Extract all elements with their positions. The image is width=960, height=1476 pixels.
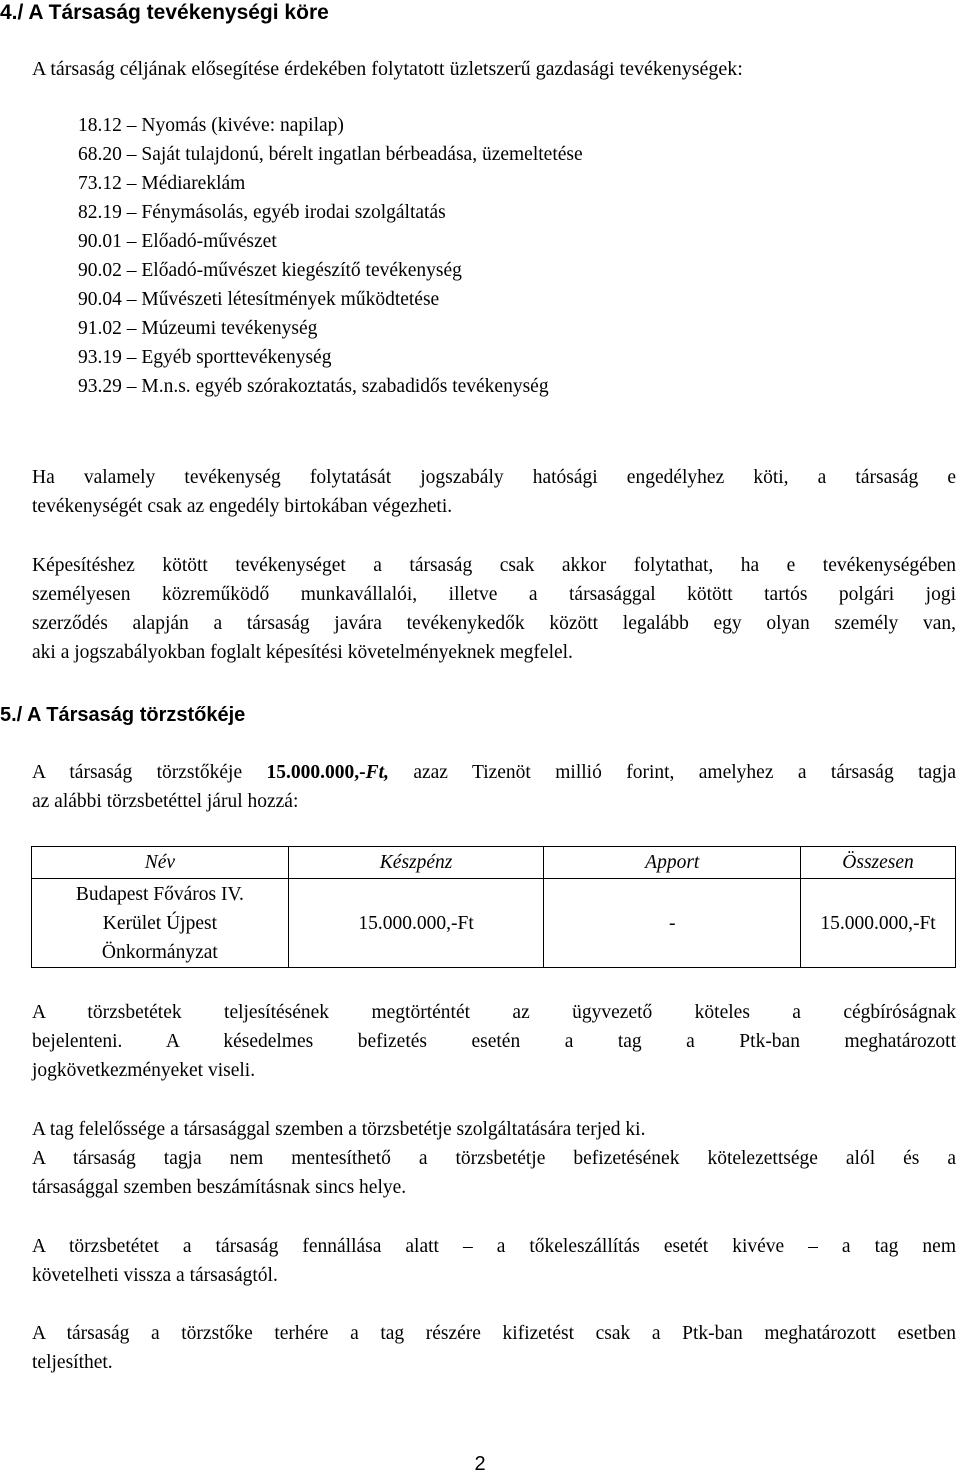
activity-desc: Fénymásolás, egyéb irodai szolgáltatás: [141, 202, 446, 223]
activity-code: 91.02: [78, 318, 122, 339]
paragraph-line: aki a jogszabályokban foglalt képesítési követelményeknek megfelel.: [32, 642, 573, 663]
activity-desc: Nyomás (kivéve: napilap): [141, 115, 344, 136]
member-name-cell: [32, 879, 289, 968]
paragraph-line: bejelenteni. A késedelmes befizetés esetén a tag a Ptk-ban meghatározott: [32, 1031, 956, 1052]
table-header-row: [32, 847, 956, 879]
activity-code: 90.04: [78, 289, 122, 310]
table-header-total: Összesen: [801, 847, 956, 879]
paragraph-line: Képesítéshez kötött tevékenységet a társaság csak akkor folytathat, ha e tevékenységében: [32, 555, 956, 576]
paragraph-line: A törzsbetétek teljesítésének megtörténtét az ügyvezető köteles a cégbíróságnak: [32, 1002, 956, 1023]
paragraph-line: jogkövetkezményeket viseli.: [32, 1060, 256, 1081]
activity-code: 90.02: [78, 260, 122, 281]
payment-paragraph: [32, 1319, 956, 1377]
paragraph-line: az alábbi törzsbetéttel járul hozzá:: [32, 791, 299, 812]
paragraph-line: Ha valamely tevékenység folytatását jogszabály hatósági engedélyhez köti, a társaság e: [32, 467, 956, 488]
activity-code: 73.12: [78, 173, 122, 194]
activity-code: 90.01: [78, 231, 122, 252]
section-4-heading: 4./ A Társaság tevékenységi köre: [0, 1, 329, 24]
paragraph-line: személyesen közreműködő munkavállalói, illetve a társasággal kötött tartós polgári jogi: [32, 584, 956, 605]
activity-item: 18.12 – Nyomás (kivéve: napilap): [78, 115, 344, 136]
paragraph-line: teljesíthet.: [32, 1352, 113, 1373]
activity-item: 82.19 – Fénymásolás, egyéb irodai szolgáltatás: [78, 202, 446, 223]
activity-code: 93.29: [78, 376, 122, 397]
paragraph-line: A törzsbetétet a társaság fennállása alatt – a tőkeleszállítás esetét kivéve – a tag nem: [32, 1236, 956, 1257]
paragraph-line: szerződés alapján a társaság javára tevékenykedők között legalább egy olyan személy van,: [32, 613, 956, 634]
paragraph-line: A társaság tagja nem mentesíthető a törzsbetétje befizetésének kötelezettsége alól és a: [32, 1148, 956, 1169]
table-header-cash: Készpénz: [288, 847, 544, 879]
paragraph-line: [32, 758, 956, 787]
activity-desc: Egyéb sporttevékenység: [141, 347, 332, 368]
paragraph-line: társasággal szemben beszámításnak sincs helye.: [32, 1177, 407, 1198]
activity-desc: Múzeumi tevékenység: [141, 318, 318, 339]
section-5-heading: 5./ A Társaság törzstőkéje: [0, 704, 246, 726]
activity-code: 68.20: [78, 144, 122, 165]
apport-cell: -: [544, 879, 801, 968]
member-name-line: Kerület Újpest: [102, 912, 217, 934]
activity-desc: M.n.s. egyéb szórakoztatás, szabadidős tevékenység: [141, 376, 549, 397]
activity-desc: Saját tulajdonú, bérelt ingatlan bérbeadása, üzemeltetése: [141, 144, 583, 165]
activity-item: 90.04 – Művészeti létesítmények működtetése: [78, 289, 440, 310]
qualification-paragraph: [32, 551, 956, 667]
capital-amount: 15.000.000,-: [266, 762, 366, 783]
table-header-apport: Apport: [544, 847, 801, 879]
member-name-line: Önkormányzat: [101, 941, 218, 963]
total-cell: 15.000.000,-Ft: [801, 879, 956, 968]
activity-item: 90.02 – Előadó-művészet kiegészítő tevékenység: [78, 260, 462, 281]
activity-item: 90.01 – Előadó-művészet: [78, 231, 277, 252]
contribution-table: [31, 846, 956, 968]
paragraph-line: tevékenységét csak az engedély birtokában végezheti.: [32, 496, 453, 517]
table-header-name: Név: [32, 847, 289, 879]
activity-code: 93.19: [78, 347, 122, 368]
activity-code: 82.19: [78, 202, 122, 223]
return-paragraph: [32, 1232, 956, 1290]
activity-desc: Előadó-művészet kiegészítő tevékenység: [141, 260, 462, 281]
activity-code: 18.12: [78, 115, 122, 136]
activity-desc: Előadó-művészet: [141, 231, 277, 252]
liability-paragraph: [32, 1115, 956, 1202]
paragraph-line: A társaság a törzstőke terhére a tag részére kifizetést csak a Ptk-ban meghatározott esetben: [32, 1323, 956, 1344]
capital-currency: Ft,: [365, 762, 389, 783]
section-4-intro: A társaság céljának elősegítése érdekében folytatott üzletszerű gazdasági tevékenységek:: [32, 58, 743, 80]
activity-desc: Médiareklám: [141, 173, 246, 194]
table-row: [32, 879, 956, 968]
capital-text: A társaság törzstőkéje: [32, 762, 267, 783]
cash-cell: 15.000.000,-Ft: [288, 879, 544, 968]
page-number: 2: [474, 1453, 486, 1475]
capital-paragraph: [32, 758, 956, 816]
paragraph-line: követelheti vissza a társaságtól.: [32, 1265, 278, 1286]
activity-desc: Művészeti létesítmények működtetése: [141, 289, 440, 310]
activity-item: 91.02 – Múzeumi tevékenység: [78, 318, 318, 339]
license-paragraph: [32, 463, 956, 521]
activity-item: 73.12 – Médiareklám: [78, 173, 246, 194]
report-paragraph: [32, 998, 956, 1085]
activity-item: 93.29 – M.n.s. egyéb szórakoztatás, szabadidős tevékenység: [78, 376, 549, 397]
activity-item: 93.19 – Egyéb sporttevékenység: [78, 347, 332, 368]
paragraph-line: A tag felelőssége a társasággal szemben a törzsbetétje szolgáltatására terjed ki.: [32, 1119, 646, 1140]
member-name-line: Budapest Főváros IV.: [75, 883, 244, 905]
activity-item: 68.20 – Saját tulajdonú, bérelt ingatlan bérbeadása, üzemeltetése: [78, 144, 583, 165]
capital-text: azaz Tizenöt millió forint, amelyhez a társaság tagja: [388, 762, 956, 783]
